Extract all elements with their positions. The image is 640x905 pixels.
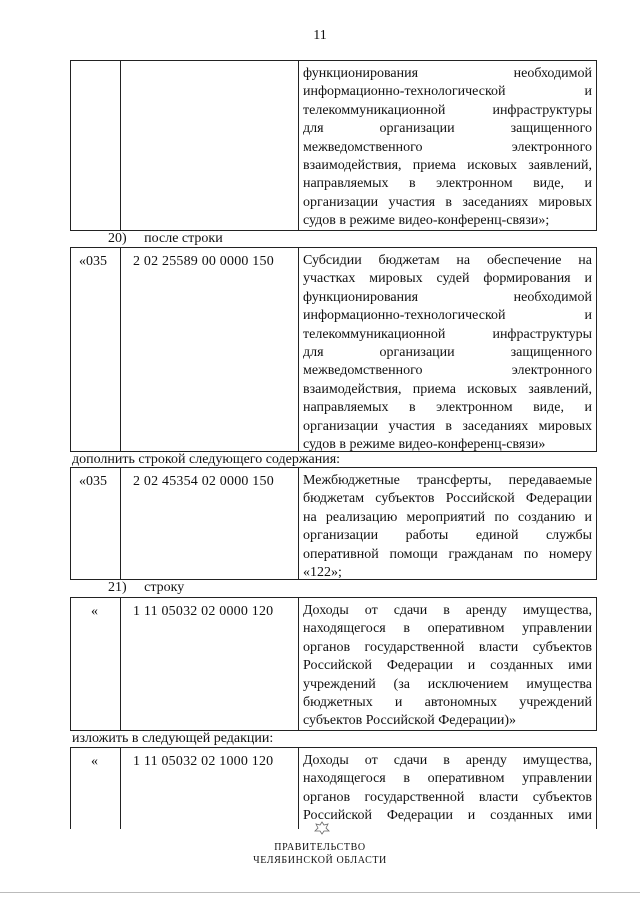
description-line: органов государственной власти субъектов bbox=[303, 639, 592, 655]
description-line: взаимодействия, приема исковых заявлений, bbox=[303, 381, 592, 397]
description-line: находящегося в оперативном управлении bbox=[303, 771, 592, 787]
description-line: находящегося в оперативном управлении bbox=[303, 621, 592, 637]
description-line: Межбюджетные трансферты, передаваемые bbox=[303, 473, 592, 488]
code-cell bbox=[71, 748, 121, 829]
code-cell bbox=[71, 61, 121, 230]
page-edge-divider bbox=[0, 892, 640, 893]
footer-org-line2: ЧЕЛЯБИНСКОЙ ОБЛАСТИ bbox=[253, 855, 387, 866]
description-text bbox=[303, 472, 592, 582]
description-cell bbox=[299, 61, 596, 230]
description-cell bbox=[299, 598, 596, 730]
item-text: строку bbox=[144, 580, 185, 595]
description-line: телекоммуникационной инфраструктуры bbox=[303, 326, 592, 342]
description-line: участках мировых судей формирования и bbox=[303, 271, 592, 287]
description-line: органов государственной власти субъектов bbox=[303, 789, 592, 805]
item-20 bbox=[108, 231, 223, 247]
item-number: 21) bbox=[108, 580, 127, 595]
kbk-cell bbox=[121, 598, 299, 730]
admin-code: « bbox=[91, 754, 98, 769]
description-line: оперативной помощи гражданам по номеру bbox=[303, 546, 592, 562]
description-text bbox=[303, 752, 592, 826]
code-cell bbox=[71, 248, 121, 451]
kbk-cell bbox=[121, 468, 299, 579]
description-line: бюджетных и автономных учреждений bbox=[303, 695, 592, 711]
description-line: взаимодействия, приема исковых заявлений, bbox=[303, 158, 592, 174]
emblem-icon bbox=[311, 820, 333, 836]
description-line: Российской Федерации и созданных ими bbox=[303, 658, 592, 674]
description-cell bbox=[299, 748, 596, 829]
table-row bbox=[70, 597, 597, 731]
description-line: направляемых в электронном виде, и bbox=[303, 400, 592, 416]
description-line: судов в режиме видео-конференц-связи»; bbox=[303, 213, 550, 229]
description-text bbox=[303, 252, 592, 454]
admin-code: «035 bbox=[79, 254, 107, 269]
description-line: телекоммуникационной инфраструктуры bbox=[303, 102, 592, 118]
description-line: направляемых в электронном виде, и bbox=[303, 176, 592, 192]
description-line: информационно-технологической и bbox=[303, 84, 592, 100]
description-line: информационно-технологической и bbox=[303, 308, 592, 324]
description-line: «122»; bbox=[303, 565, 342, 581]
table-row bbox=[70, 747, 597, 829]
add-row-instruction: дополнить строкой следующего содержания: bbox=[72, 452, 341, 467]
kbk-code: 2 02 45354 02 0000 150 bbox=[133, 474, 274, 489]
description-line: организации участия в заседаниях мировых bbox=[303, 194, 592, 210]
code-cell bbox=[71, 468, 121, 579]
description-line: организации участия в заседаниях мировых bbox=[303, 418, 592, 434]
table-row bbox=[70, 247, 597, 452]
kbk-code: 1 11 05032 02 0000 120 bbox=[133, 604, 274, 619]
description-line: межведомственного электронного bbox=[303, 139, 592, 155]
description-line: для организации защищенного bbox=[303, 345, 592, 361]
footer-org-line1: ПРАВИТЕЛЬСТВО bbox=[274, 842, 366, 853]
kbk-cell bbox=[121, 248, 299, 451]
table-row bbox=[70, 60, 597, 231]
page-number: 11 bbox=[313, 28, 327, 43]
description-line: Российской Федерации и созданных ими bbox=[303, 808, 592, 824]
table-row bbox=[70, 467, 597, 580]
restate-instruction: изложить в следующей редакции: bbox=[72, 731, 274, 746]
description-line: межведомственного электронного bbox=[303, 363, 592, 379]
kbk-cell bbox=[121, 748, 299, 829]
admin-code: « bbox=[91, 604, 98, 619]
description-text bbox=[303, 602, 592, 731]
description-line: Доходы от сдачи в аренду имущества, bbox=[303, 753, 592, 768]
kbk-code: 1 11 05032 02 1000 120 bbox=[133, 754, 274, 769]
description-line: Субсидии бюджетам на обеспечение на bbox=[303, 253, 592, 268]
description-line: Доходы от сдачи в аренду имущества, bbox=[303, 603, 592, 618]
item-number: 20) bbox=[108, 231, 127, 246]
code-cell bbox=[71, 598, 121, 730]
description-line: субъектов Российской Федерации)» bbox=[303, 713, 517, 729]
description-line: бюджетам субъектов Российской Федерации bbox=[303, 491, 592, 507]
description-line: судов в режиме видео-конференц-связи» bbox=[303, 437, 546, 453]
kbk-code: 2 02 25589 00 0000 150 bbox=[133, 254, 274, 269]
description-line: функционирования необходимой bbox=[303, 289, 592, 305]
item-text: после строки bbox=[144, 231, 223, 246]
kbk-cell bbox=[121, 61, 299, 230]
description-cell bbox=[299, 248, 596, 451]
item-21 bbox=[108, 580, 184, 596]
description-line: функционирования необходимой bbox=[303, 66, 592, 81]
description-line: на реализацию мероприятий по созданию и bbox=[303, 509, 592, 525]
description-line: организации работы единой службы bbox=[303, 528, 592, 544]
description-text bbox=[303, 65, 592, 231]
description-line: для организации защищенного bbox=[303, 121, 592, 137]
description-cell bbox=[299, 468, 596, 579]
description-line: учреждений (за исключением имущества bbox=[303, 676, 592, 692]
admin-code: «035 bbox=[79, 474, 107, 489]
